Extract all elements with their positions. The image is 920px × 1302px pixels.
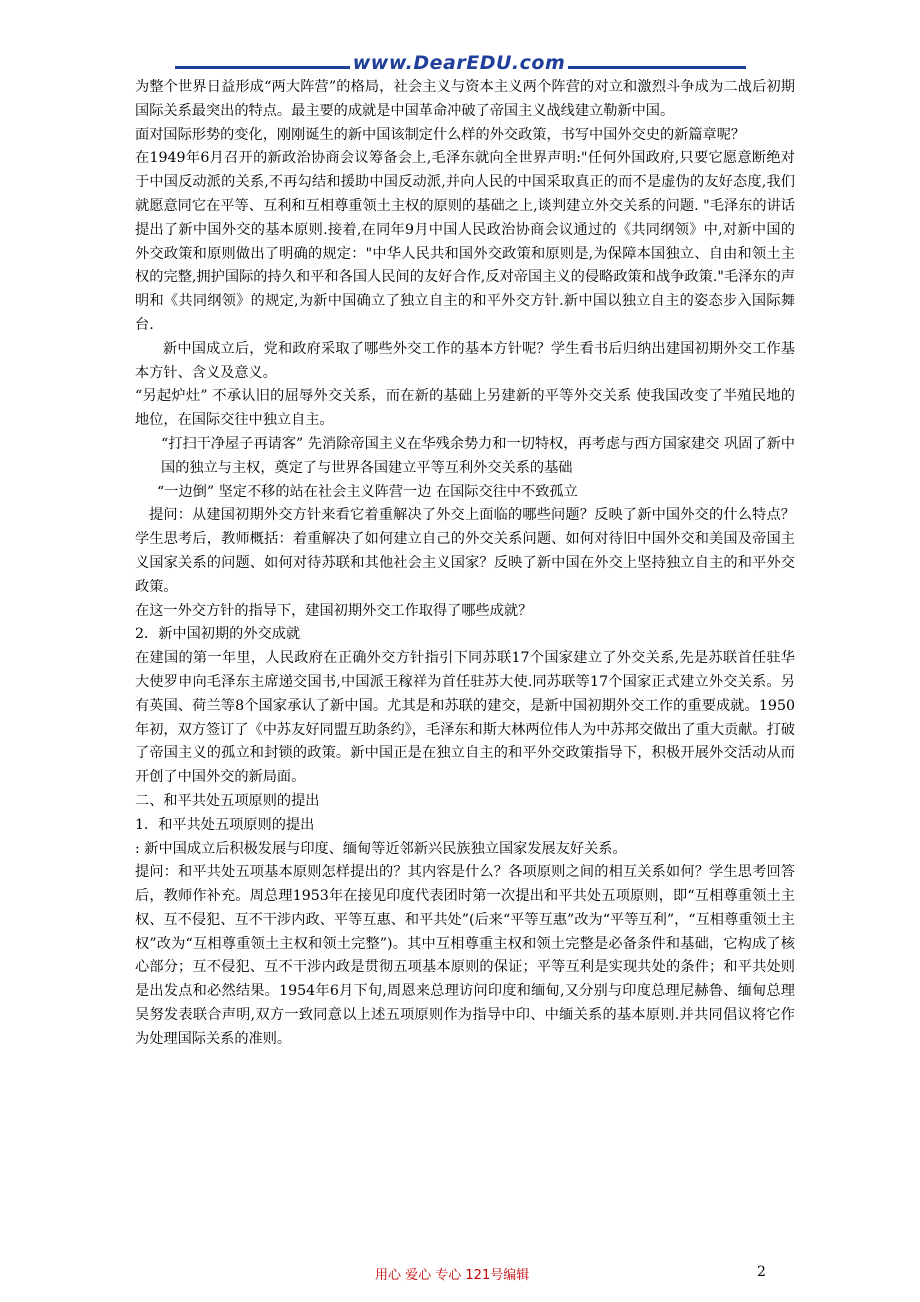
policy-item-lean-one-side: “一边倒” 坚定不移的站在社会主义阵营一边 在国际交往中不致孤立	[157, 483, 578, 500]
policy-item-clean-house: “打扫干净屋子再请客” 先消除帝国主义在华残余势力和一切特权，再考虑与西方国家建交 巩固了新中国的独立与主权，奠定了与世界各国建立平等互利外交关系的基础	[161, 435, 795, 476]
paragraph-two-camps: 为整个世界日益形成“两大阵营”的格局，社会主义与资本主义两个阵营的对立和激烈斗争成为二战后初期国际关系最突出的特点。最主要的成就是中国革命冲破了帝国主义战线建立勒新中国。	[135, 79, 795, 119]
paragraph-five-principles-detail: 提问：和平共处五项基本原则怎样提出的？其内容是什么？各项原则之间的相互关系如何？学生思考回答后，教师作补充。周总理1953年在接见印度代表团时第一次提出和平共处五项原则，即“互相尊重领土主权、互不侵犯、互不干涉内政、平等互惠、和平共处”(后来“平等互惠”改为“平等互利”，“互相尊重领土主权”改为“互相尊重领土主权和领土完整”)。其中互相尊重主权和领土完整是必备条件和基础，它构成了核心部分；互不侵犯、互不干涉内政是贯彻五项基本原则的保证；平等互利是实现共处的条件；和平共处则是出发点和必然结果。1954年6月下旬,周恩来总理访问印度和缅甸,又分别与印度总理尼赫鲁、缅甸总理吴努发表联合声明,双方一致同意以上述五项原则作为指导中印、中缅关系的基本原则.并共同倡议将它作为处理国际关系的准则。	[135, 864, 795, 1047]
policy-item-new-start: “另起炉灶” 不承认旧的屈辱外交关系，而在新的基础上另建新的平等外交关系 使我国改变了半殖民地的地位，在国际交往中独立自主。	[135, 388, 795, 429]
subsection-heading-five-principles: 1．和平共处五项原则的提出	[135, 816, 315, 833]
section-heading-five-principles: 二、和平共处五项原则的提出	[135, 792, 320, 809]
section-heading-early-achievements: 2．新中国初期的外交成就	[135, 626, 301, 643]
paragraph-basic-policies: 新中国成立后，党和政府采取了哪些外交工作的基本方针呢？学生看书后归纳出建国初期外交工作基本方针、含义及意义。	[135, 340, 795, 381]
paragraph-neighbor-relations: : 新中国成立后积极发展与印度、缅甸等近邻新兴民族独立国家发展友好关系。	[135, 840, 627, 857]
footer-slogan: 用心 爱心 专心 121号编辑	[375, 1268, 530, 1283]
page-number: 2	[757, 1264, 766, 1280]
document-body	[135, 76, 795, 1052]
paragraph-diplomacy-question: 面对国际形势的变化，刚刚诞生的新中国该制定什么样的外交政策，书写中国外交史的新篇章呢？	[135, 126, 746, 143]
paragraph-mao-declaration: 在1949年6月召开的新政治协商会议筹备会上,毛泽东就向全世界声明:"任何外国政府,只要它愿意断绝对于中国反动派的关系,不再勾结和援助中国反动派,并向人民的中国采取真正的而不是虚伪的友好态度,我们就愿意同它在平等、互利和互相尊重领土主权的原则的基础之上,谈判建立外交关系的问题. "毛泽东的讲话提出了新中国外交的基本原则.接着,在同年9月中国人民政治协商会议通过的《共同纲领》中,对新中国的外交政策和原则做出了明确的规定："中华人民共和国外交政策和原则是,为保障本国独立、自由和领土主权的完整,拥护国际的持久和平和各国人民间的友好合作,反对帝国主义的侵略政策和战争政策."毛泽东的声明和《共同纲领》的规定,为新中国确立了独立自主的和平外交方针.新中国以独立自主的姿态步入国际舞台.	[135, 150, 795, 333]
site-logo[interactable]: www.DearEDU.com	[352, 52, 566, 74]
paragraph-question-features: 提问：从建国初期外交方针来看它着重解决了外交上面临的哪些问题？反映了新中国外交的什么特点？学生思考后，教师概括：着重解决了如何建立自己的外交关系问题、如何对待旧中国外交和美国及帝国主义国家关系的问题、如何对待苏联和其他社会主义国家？反映了新中国在外交上坚持独立自主的和平外交政策。	[135, 507, 795, 595]
paragraph-soviet-relations: 在建国的第一年里，人民政府在正确外交方针指引下同苏联17个国家建立了外交关系,先是苏联首任驻华大使罗申向毛泽东主席递交国书,中国派王稼祥为首任驻苏大使.同苏联等17个国家正式建立外交关系。另有英国、荷兰等8个国家承认了新中国。尤其是和苏联的建交，是新中国初期外交工作的重要成就。1950年初，双方签订了《中苏友好同盟互助条约》，毛泽东和斯大林两位伟人为中苏邦交做出了重大贡献。打破了帝国主义的孤立和封锁的政策。新中国正是在独立自主的和平外交政策指导下，积极开展外交活动从而开创了中国外交的新局面。	[135, 650, 795, 786]
header-rule-right	[568, 66, 746, 69]
paragraph-achievements-question: 在这一外交方针的指导下，建国初期外交工作取得了哪些成就？	[135, 602, 533, 619]
header-rule-left	[175, 66, 350, 69]
